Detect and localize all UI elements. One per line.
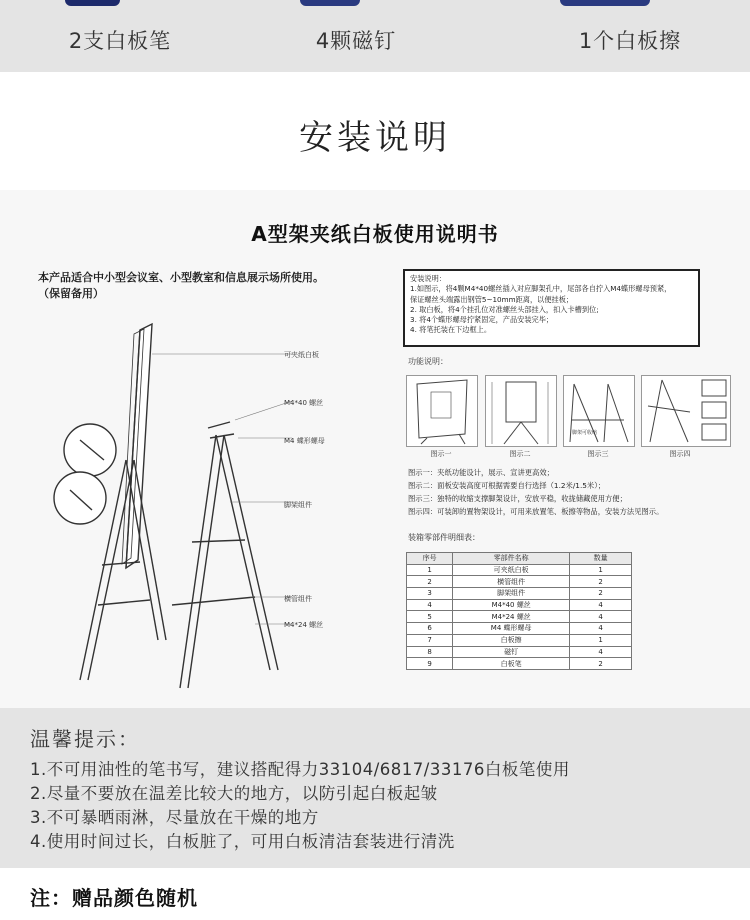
part-label-nut: M4 蝶形螺母 — [284, 437, 325, 445]
function-title: 功能说明： — [408, 357, 448, 366]
tip-item: 4.使用时间过长，白板脏了，可用白板清洁套装进行清洗 — [30, 832, 455, 851]
accessory-pens: 2支白板笔 — [68, 29, 172, 53]
parts-cell-no: 6 — [407, 623, 453, 635]
part-label-screw24: M4*24 螺丝 — [284, 621, 324, 629]
parts-cell-qty: 2 — [570, 658, 632, 670]
parts-cell-no: 8 — [407, 646, 453, 658]
figure-desc-line: 图示四：可装卸的置物架设计，可用来放置笔、板擦等物品，安装方法见图示。 — [408, 507, 664, 516]
install-instructions — [403, 269, 700, 347]
parts-cell-name: M4*40 螺丝 — [453, 599, 570, 611]
figure-1-image — [406, 375, 478, 447]
parts-cell-qty: 4 — [570, 611, 632, 623]
parts-cell-no: 7 — [407, 634, 453, 646]
product-image-edge — [300, 0, 360, 6]
figure-descriptions — [408, 466, 663, 518]
figure-4-image — [641, 375, 731, 447]
parts-cell-name: 可夹纸白板 — [453, 564, 570, 576]
figure-3-caption: 脚架可收缩 — [572, 430, 598, 436]
figure-4-label: 图示四 — [669, 450, 691, 458]
parts-table — [406, 552, 632, 670]
figure-3-label: 图示三 — [587, 450, 609, 458]
parts-cell-no: 9 — [407, 658, 453, 670]
intro-line: 本产品适合中小型会议室、小型教室和信息展示场所使用。 — [38, 271, 324, 284]
part-label-screw40: M4*40 螺丝 — [284, 399, 324, 407]
parts-row — [407, 599, 632, 611]
part-label-leg: 脚架组件 — [284, 501, 312, 509]
parts-cell-qty: 2 — [570, 588, 632, 600]
parts-row — [407, 646, 632, 658]
assembly-diagram — [30, 310, 370, 700]
install-line: 4. 将笔托装在下边框上。 — [410, 325, 492, 335]
parts-row — [407, 588, 632, 600]
install-line: 保证螺丝头端露出钢管5~10mm距离，以便挂板； — [410, 294, 574, 304]
tips-title: 温馨提示： — [30, 727, 140, 751]
parts-row — [407, 623, 632, 635]
tip-item: 2.尽量不要放在温差比较大的地方，以防引起白板起皱 — [30, 784, 438, 803]
parts-title: 装箱零部件明细表： — [408, 533, 480, 542]
install-line: 安装说明： — [410, 274, 446, 283]
part-label-board: 可夹纸白板 — [284, 351, 319, 359]
figure-desc-line: 图示二：面板安装高度可根据需要自行选择（1.2米/1.5米）； — [408, 481, 606, 490]
tips-panel — [0, 708, 750, 868]
figure-2-image — [485, 375, 557, 447]
figure-2-label: 图示二 — [509, 450, 531, 458]
product-image-edge — [65, 0, 120, 6]
parts-row — [407, 634, 632, 646]
parts-cell-qty: 1 — [570, 564, 632, 576]
parts-row — [407, 611, 632, 623]
parts-cell-qty: 4 — [570, 623, 632, 635]
install-line: 1.如图示，将4颗M4*40螺丝插入对应脚架孔中，尾部各自拧入M4蝶形螺母预紧， — [410, 284, 672, 294]
figure-1-label: 图示一 — [430, 450, 452, 458]
parts-cell-no: 5 — [407, 611, 453, 623]
parts-cell-name: 白板擦 — [453, 634, 570, 646]
parts-cell-no: 3 — [407, 588, 453, 600]
parts-cell-no: 1 — [407, 564, 453, 576]
figure-3-image — [563, 375, 635, 447]
part-label-tube: 横管组件 — [284, 595, 312, 603]
manual-title: A型架夹纸白板使用说明书 — [251, 222, 499, 246]
manual-sheet — [0, 190, 750, 708]
figure-desc-line: 图示一：夹纸功能设计，展示、宣讲更高效； — [408, 468, 554, 477]
accessory-eraser: 1个白板擦 — [578, 29, 682, 53]
intro-text — [38, 270, 324, 302]
parts-cell-name: 横管组件 — [453, 576, 570, 588]
header-qty: 数量 — [570, 553, 632, 565]
parts-row — [407, 576, 632, 588]
parts-cell-name: M4*24 螺丝 — [453, 611, 570, 623]
section-title: 安装说明 — [299, 118, 451, 158]
parts-cell-name: 脚架组件 — [453, 588, 570, 600]
accessory-bar — [0, 0, 750, 72]
parts-row — [407, 658, 632, 670]
intro-line: （保留备用） — [38, 287, 104, 300]
product-image-edge — [560, 0, 650, 6]
header-no: 序号 — [407, 553, 453, 565]
parts-row — [407, 564, 632, 576]
parts-header-row — [407, 553, 632, 565]
tips-list — [30, 758, 570, 854]
install-line: 3. 将4个蝶形螺母拧紧固定，产品安装完毕； — [410, 315, 554, 325]
parts-cell-no: 4 — [407, 599, 453, 611]
tip-item: 1.不可用油性的笔书写，建议搭配得力33104/6817/33176白板笔使用 — [30, 760, 570, 779]
gift-color-note: 注：赠品颜色随机 — [30, 886, 198, 910]
figure-desc-line: 图示三：独特的收缩支撑脚架设计，安放平稳，收拢储藏使用方便； — [408, 494, 627, 503]
parts-cell-no: 2 — [407, 576, 453, 588]
parts-cell-qty: 4 — [570, 646, 632, 658]
parts-cell-name: M4 蝶形螺母 — [453, 623, 570, 635]
parts-cell-name: 磁钉 — [453, 646, 570, 658]
parts-cell-qty: 4 — [570, 599, 632, 611]
parts-cell-qty: 1 — [570, 634, 632, 646]
accessory-magnets: 4颗磁钉 — [315, 29, 397, 53]
install-line: 2. 取白板，将4个挂孔位对准螺丝头部挂入，扣入卡槽到位; — [410, 304, 599, 314]
parts-cell-name: 白板笔 — [453, 658, 570, 670]
header-name: 零部件名称 — [453, 553, 570, 565]
parts-cell-qty: 2 — [570, 576, 632, 588]
tip-item: 3.不可暴晒雨淋，尽量放在干燥的地方 — [30, 808, 319, 827]
